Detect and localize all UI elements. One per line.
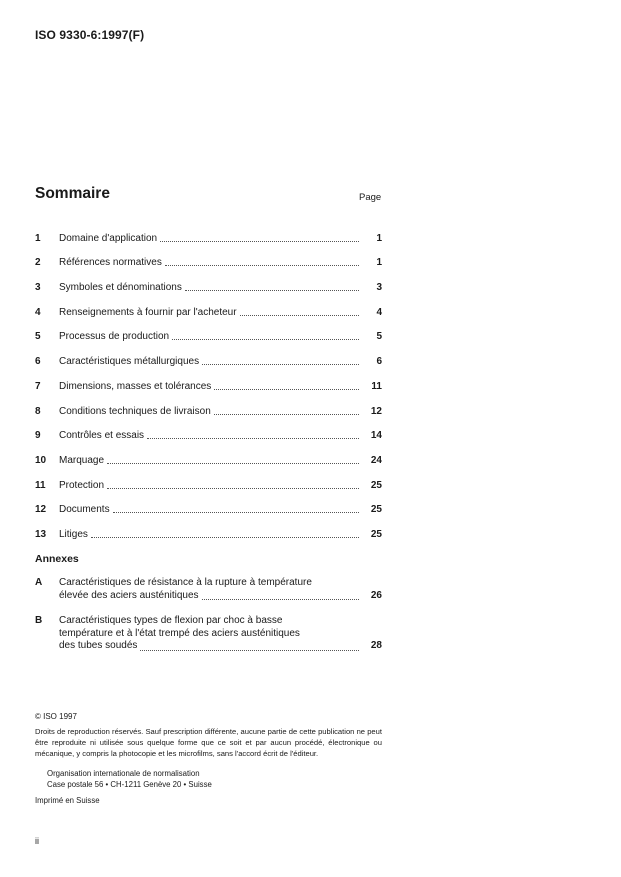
toc-entry-number: 9 [35,430,41,442]
toc-entry-page: 12 [370,405,382,417]
toc-entry-label: Caractéristiques métallurgiques [59,356,200,368]
leader-dots [214,388,359,390]
annex-letter: B [35,615,43,626]
organization-name: Organisation internationale de normalisation [47,769,200,778]
toc-entry-label: Documents [59,504,110,516]
toc-entry-label: Domaine d'application [59,232,158,244]
annex-line: Caractéristiques types de flexion par choc à basse [59,615,283,626]
toc-entry-number: 8 [35,405,41,417]
toc-entry-number: 6 [35,356,41,368]
toc-entry-page: 11 [371,380,382,392]
toc-entry-label: Litiges [59,528,88,540]
toc-entry-page: 25 [370,528,382,540]
annexes-title: Annexes [35,553,79,565]
annex-page: 28 [370,640,382,651]
document-id: ISO 9330-6:1997(F) [35,28,145,42]
rights-statement: Droits de reproduction réservés. Sauf prescription différente, aucune partie de cette publication ne peut être reproduite ni utilisée sous quelque forme que ce soit et par aucun procédé, électronique ou mécanique, y compris la photocopie et les microfilms, sans l'accord écrit de l'éditeur. [35,727,382,758]
annex-line: des tubes soudés [59,640,138,651]
leader-dots [107,487,359,489]
toc-entry-page: 1 [376,232,382,244]
toc-entry[interactable] [35,268,382,293]
annex-line: Caractéristiques de résistance à la rupture à température [59,577,312,588]
toc-entry-number: 13 [35,528,47,540]
toc-entry-label: Dimensions, masses et tolérances [59,380,212,392]
toc-entry[interactable] [35,318,382,343]
toc-entry-label: Processus de production [59,331,170,343]
toc-entry[interactable] [35,417,382,442]
toc-entry[interactable] [35,367,382,392]
leader-dots [214,413,359,415]
toc-entry[interactable] [35,219,382,244]
leader-dots [107,462,359,464]
toc-entry[interactable] [35,392,382,417]
toc-entry-page: 24 [370,454,382,466]
toc-entry[interactable] [35,342,382,367]
toc-entry-number: 3 [35,282,41,294]
annex-entry-b[interactable] [35,615,382,653]
toc-entry-page: 4 [376,306,382,318]
printed-in: Imprimé en Suisse [35,796,100,805]
toc-entry-label: Renseignements à fournir par l'acheteur [59,306,237,318]
toc-entry-label: Références normatives [59,257,162,269]
annex-page: 26 [370,589,382,601]
leader-dots [140,649,359,651]
publisher-address [47,768,212,790]
toc-entry-number: 5 [35,331,41,343]
leader-dots [202,363,359,365]
toc-entry-number: 2 [35,257,41,269]
toc-entry-label: Contrôles et essais [59,430,145,442]
toc-entry-number: 1 [35,232,41,244]
leader-dots [147,437,359,439]
leader-dots [91,536,359,538]
toc-entry[interactable] [35,293,382,318]
toc-entry-page: 5 [376,331,382,343]
annex-letter: A [35,577,43,588]
copyright-notice: © ISO 1997 [35,712,77,721]
leader-dots [185,289,359,291]
leader-dots [165,264,359,266]
annex-entry-a[interactable] [35,577,382,602]
toc-entry-page: 6 [376,356,382,368]
toc-entry-label: Marquage [59,454,105,466]
leader-dots [172,338,359,340]
toc-entry-page: 14 [370,430,382,442]
toc-entry[interactable] [35,515,382,540]
toc-entry-page: 25 [370,479,382,491]
toc-entry[interactable] [35,244,382,269]
toc-entry-page: 3 [376,282,382,294]
annex-line: température et à l'état trempé des aciers austénitiques [59,627,300,639]
leader-dots [113,511,359,513]
leader-dots [160,240,359,242]
leader-dots [240,314,359,316]
page-column-heading: Page [359,192,382,203]
annex-line: élevée des aciers austénitiques [59,589,199,601]
toc-entry[interactable] [35,441,382,466]
toc-entry-number: 10 [35,454,47,466]
contents-title: Sommaire [35,185,110,202]
toc-entry-number: 4 [35,306,41,318]
toc-entry-number: 11 [35,479,46,491]
table-of-contents [35,219,382,540]
toc-entry-label: Protection [59,479,105,491]
toc-entry-page: 25 [370,504,382,516]
toc-entry[interactable] [35,491,382,516]
toc-entry-label: Conditions techniques de livraison [59,405,211,417]
leader-dots [202,598,359,600]
toc-entry-label: Symboles et dénominations [59,282,182,294]
toc-entry[interactable] [35,466,382,491]
page-number: ii [35,836,39,846]
postal-address: Case postale 56 • CH-1211 Genève 20 • Suisse [47,780,212,789]
toc-entry-number: 12 [35,504,47,516]
toc-entry-page: 1 [376,257,382,269]
toc-entry-number: 7 [35,380,41,392]
